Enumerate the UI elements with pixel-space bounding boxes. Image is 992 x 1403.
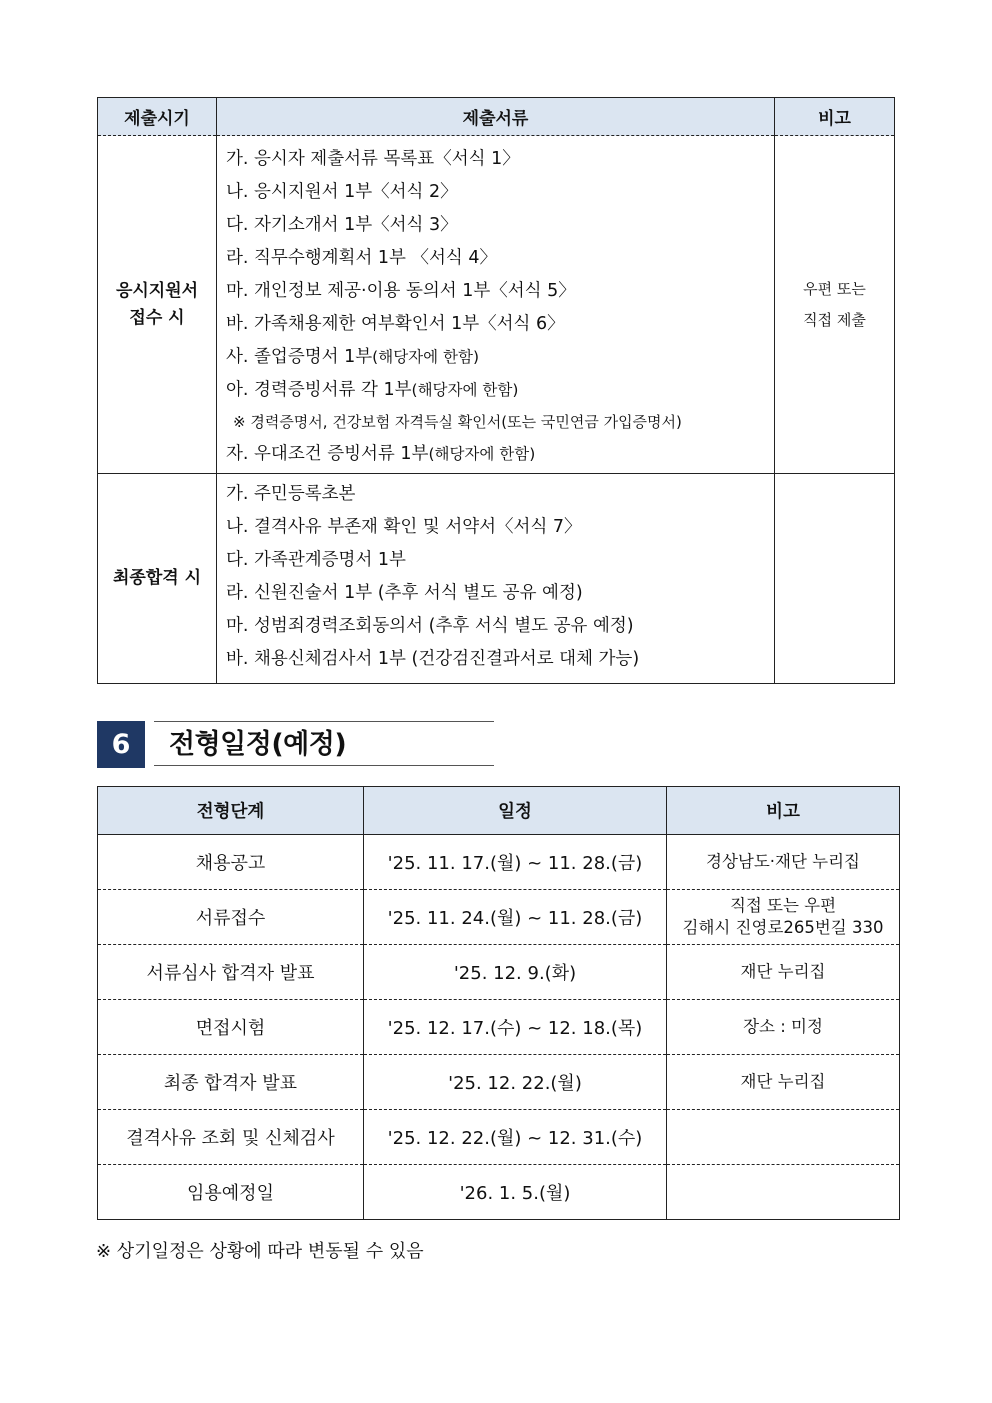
- table-row-application: [98, 136, 895, 474]
- section-title: 전형일정(예정): [154, 721, 494, 766]
- header-documents: 제출서류: [217, 98, 775, 136]
- note-cell: [667, 1110, 900, 1165]
- note-cell-application: [775, 136, 895, 474]
- schedule-footnote: ※ 상기일정은 상황에 따라 변동될 수 있음: [96, 1241, 424, 1262]
- timing-line: 응시지원서: [115, 280, 199, 301]
- stage-cell: 임용예정일: [98, 1165, 364, 1220]
- date-cell: '25. 12. 22.(월) ~ 12. 31.(수): [364, 1110, 667, 1165]
- table-row: [98, 945, 900, 1000]
- document-item: 자. 우대조건 증빙서류 1부(해당자에 한함): [226, 444, 536, 464]
- note-cell: [667, 1165, 900, 1220]
- note-cell: 장소 : 미정: [667, 1000, 900, 1055]
- stage-cell: 면접시험: [98, 1000, 364, 1055]
- timing-cell-final: [98, 474, 217, 684]
- document-item: 사. 졸업증명서 1부(해당자에 한함): [226, 347, 480, 367]
- document-item: 가. 주민등록초본: [226, 484, 356, 504]
- note-cell: 재단 누리집: [667, 1055, 900, 1110]
- header-note: 비고: [667, 787, 900, 835]
- stage-cell: 결격사유 조회 및 신체검사: [98, 1110, 364, 1165]
- date-cell: '25. 11. 24.(월) ~ 11. 28.(금): [364, 890, 667, 945]
- header-timing: 제출시기: [98, 98, 217, 136]
- table-row: [98, 890, 900, 945]
- timing-line: 최종합격 시: [112, 568, 202, 588]
- stage-cell: 서류접수: [98, 890, 364, 945]
- note-cell-final: [775, 474, 895, 684]
- document-item: 다. 자기소개서 1부〈서식 3〉: [226, 215, 458, 235]
- table-header-row: [98, 98, 895, 136]
- table-row: [98, 1055, 900, 1110]
- table-row: [98, 1165, 900, 1220]
- date-cell: '25. 12. 9.(화): [364, 945, 667, 1000]
- table-row: [98, 835, 900, 890]
- document-item: 마. 성범죄경력조회동의서 (추후 서식 별도 공유 예정): [226, 616, 634, 636]
- schedule-table: [97, 786, 900, 1220]
- note-cell: 재단 누리집: [667, 945, 900, 1000]
- document-item: 가. 응시자 제출서류 목록표〈서식 1〉: [226, 149, 520, 169]
- section-number-badge: 6: [97, 721, 145, 768]
- stage-cell: 최종 합격자 발표: [98, 1055, 364, 1110]
- table-row: [98, 1000, 900, 1055]
- document-item: 다. 가족관계증명서 1부: [226, 550, 406, 570]
- document-item: 나. 응시지원서 1부〈서식 2〉: [226, 182, 458, 202]
- note-line: 우편 또는: [803, 279, 866, 298]
- header-date: 일정: [364, 787, 667, 835]
- date-cell: '25. 12. 22.(월): [364, 1055, 667, 1110]
- table-row: [98, 1110, 900, 1165]
- document-item: 라. 신원진술서 1부 (추후 서식 별도 공유 예정): [226, 583, 583, 603]
- table-row-final: [98, 474, 895, 684]
- timing-line: 접수 시: [129, 307, 185, 328]
- stage-cell: 서류심사 합격자 발표: [98, 945, 364, 1000]
- table-header-row: [98, 787, 900, 835]
- note-cell: 직접 또는 우편 김해시 진영로265번길 330: [667, 890, 900, 945]
- document-item: 바. 채용신체검사서 1부 (건강검진결과서로 대체 가능): [226, 649, 640, 669]
- date-cell: '25. 12. 17.(수) ~ 12. 18.(목): [364, 1000, 667, 1055]
- date-cell: '26. 1. 5.(월): [364, 1165, 667, 1220]
- documents-cell-final: [217, 474, 775, 684]
- note-cell: 경상남도·재단 누리집: [667, 835, 900, 890]
- date-cell: '25. 11. 17.(월) ~ 11. 28.(금): [364, 835, 667, 890]
- document-item: 나. 결격사유 부존재 확인 및 서약서〈서식 7〉: [226, 517, 582, 537]
- note-line: 직접 제출: [803, 310, 866, 329]
- section-heading: [97, 721, 497, 768]
- document-item: 아. 경력증빙서류 각 1부(해당자에 한함): [226, 380, 519, 400]
- submission-documents-table: [97, 97, 895, 684]
- documents-cell-application: [217, 136, 775, 474]
- timing-cell-application: [98, 136, 217, 474]
- header-note: 비고: [775, 98, 895, 136]
- stage-cell: 채용공고: [98, 835, 364, 890]
- document-item: 라. 직무수행계획서 1부 〈서식 4〉: [226, 248, 498, 268]
- document-item: 마. 개인정보 제공·이용 동의서 1부〈서식 5〉: [226, 281, 576, 301]
- document-note: ※ 경력증명서, 건강보험 자격득실 확인서(또는 국민연금 가입증명서): [233, 413, 682, 431]
- header-stage: 전형단계: [98, 787, 364, 835]
- document-item: 바. 가족채용제한 여부확인서 1부〈서식 6〉: [226, 314, 565, 334]
